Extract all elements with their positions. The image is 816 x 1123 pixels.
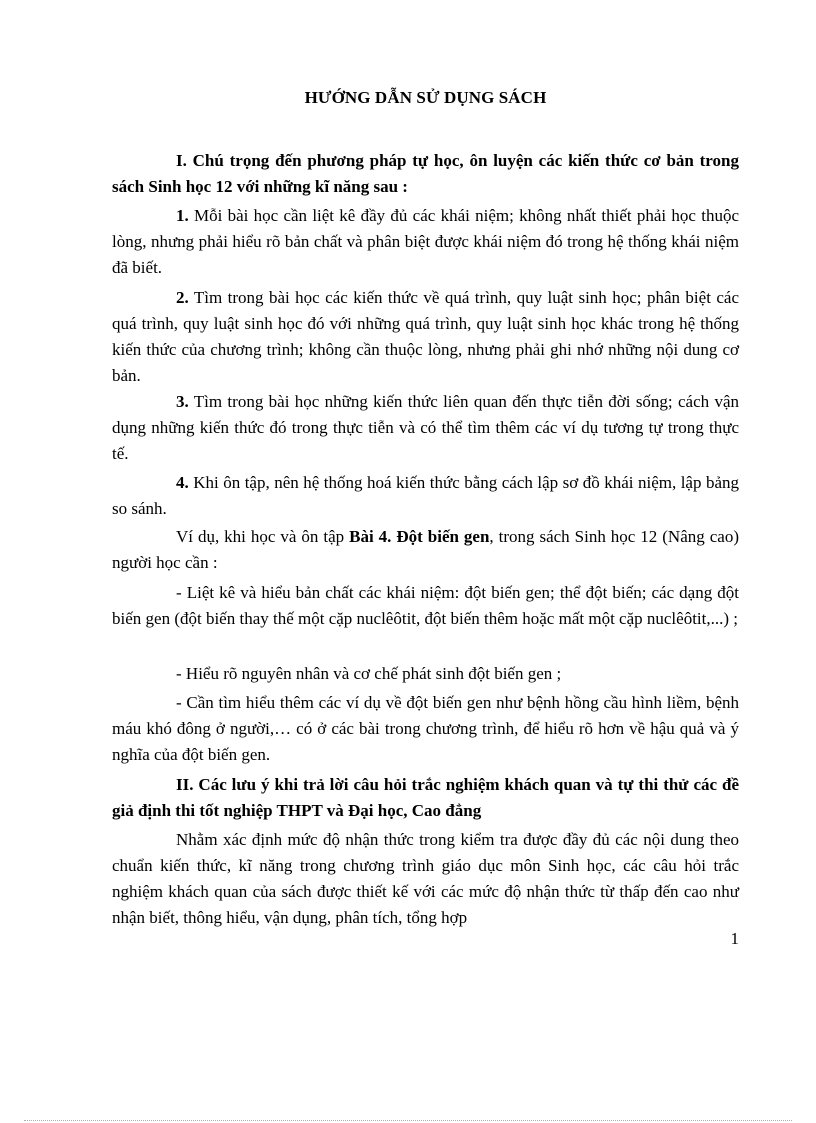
list-item-2 [112,285,739,389]
example-lesson-title: Bài 4. Đột biến gen [349,527,490,546]
list-item-1 [112,203,739,281]
list-item-4-number: 4. [176,473,189,492]
list-item-1-text: Mỗi bài học cần liệt kê đầy đủ các khái niệm; không nhất thiết phải học thuộc lòng, nhưng phải hiểu rõ bản chất và phân biệt được khái niệm đó trong hệ thống khái niệm đã biết. [112,206,739,277]
bullet-3: - Cần tìm hiểu thêm các ví dụ về đột biến gen như bệnh hồng cầu hình liềm, bệnh máu khó đông ở người,… có ở các bài trong chương trình, để hiểu rõ hơn về hậu quả và ý nghĩa của đột biến gen. [112,693,739,764]
section-1-heading: I. Chú trọng đến phương pháp tự học, ôn luyện các kiến thức cơ bản trong sách Sinh học 12 với những kĩ năng sau : [112,151,739,196]
document-page [112,0,739,1123]
bullet-2: - Hiểu rõ nguyên nhân và cơ chế phát sinh đột biến gen ; [176,664,562,683]
example-after: , trong sách Sinh học 12 (Nâng cao) người học cần : [112,527,739,572]
section-2-heading: II. Các lưu ý khi trả lời câu hỏi trắc nghiệm khách quan và tự thi thử các đề giả định thi tốt nghiệp THPT và Đại học, Cao đẳng [112,775,739,820]
page-bottom-divider [24,1120,792,1121]
list-item-2-number: 2. [176,288,189,307]
page-title: HƯỚNG DẪN SỬ DỤNG SÁCH [304,88,547,107]
bullet-1: - Liệt kê và hiểu bản chất các khái niệm: đột biến gen; thể đột biến; các dạng đột biến gen (đột biến thay thế một cặp nuclêôtit, đột biến thêm hoặc mất một cặp nuclêôtit,...) ; [112,583,739,628]
example-before: Ví dụ, khi học và ôn tập [176,527,350,546]
page-number: 1 [730,929,739,948]
list-item-2-text: Tìm trong bài học các kiến thức về quá trình, quy luật sinh học; phân biệt các quá trình, quy luật sinh học đó với những quá trình, quy luật sinh học khác trong hệ thống kiến thức của chương trình; không cần thuộc lòng, nhưng phải ghi nhớ những nội dung cơ bản. [112,288,739,385]
list-item-3-text: Tìm trong bài học những kiến thức liên quan đến thực tiễn đời sống; cách vận dụng những kiến thức đó trong thực tiễn và có thể tìm thêm các ví dụ tương tự trong thực tế. [112,392,739,463]
list-item-3 [112,389,739,467]
list-item-3-number: 3. [176,392,189,411]
list-item-1-number: 1. [176,206,189,225]
section-2-body: Nhằm xác định mức độ nhận thức trong kiểm tra được đầy đủ các nội dung theo chuẩn kiến thức, kĩ năng trong chương trình giáo dục môn Sinh học, các câu hỏi trắc nghiệm khách quan của sách được thiết kế với các mức độ nhận thức từ thấp đến cao như nhận biết, thông hiểu, vận dụng, phân tích, tổng hợp [112,830,739,927]
list-item-4 [112,470,739,522]
example-paragraph [112,524,739,576]
list-item-4-text: Khi ôn tập, nên hệ thống hoá kiến thức bằng cách lập sơ đồ khái niệm, lập bảng so sánh. [112,473,739,518]
